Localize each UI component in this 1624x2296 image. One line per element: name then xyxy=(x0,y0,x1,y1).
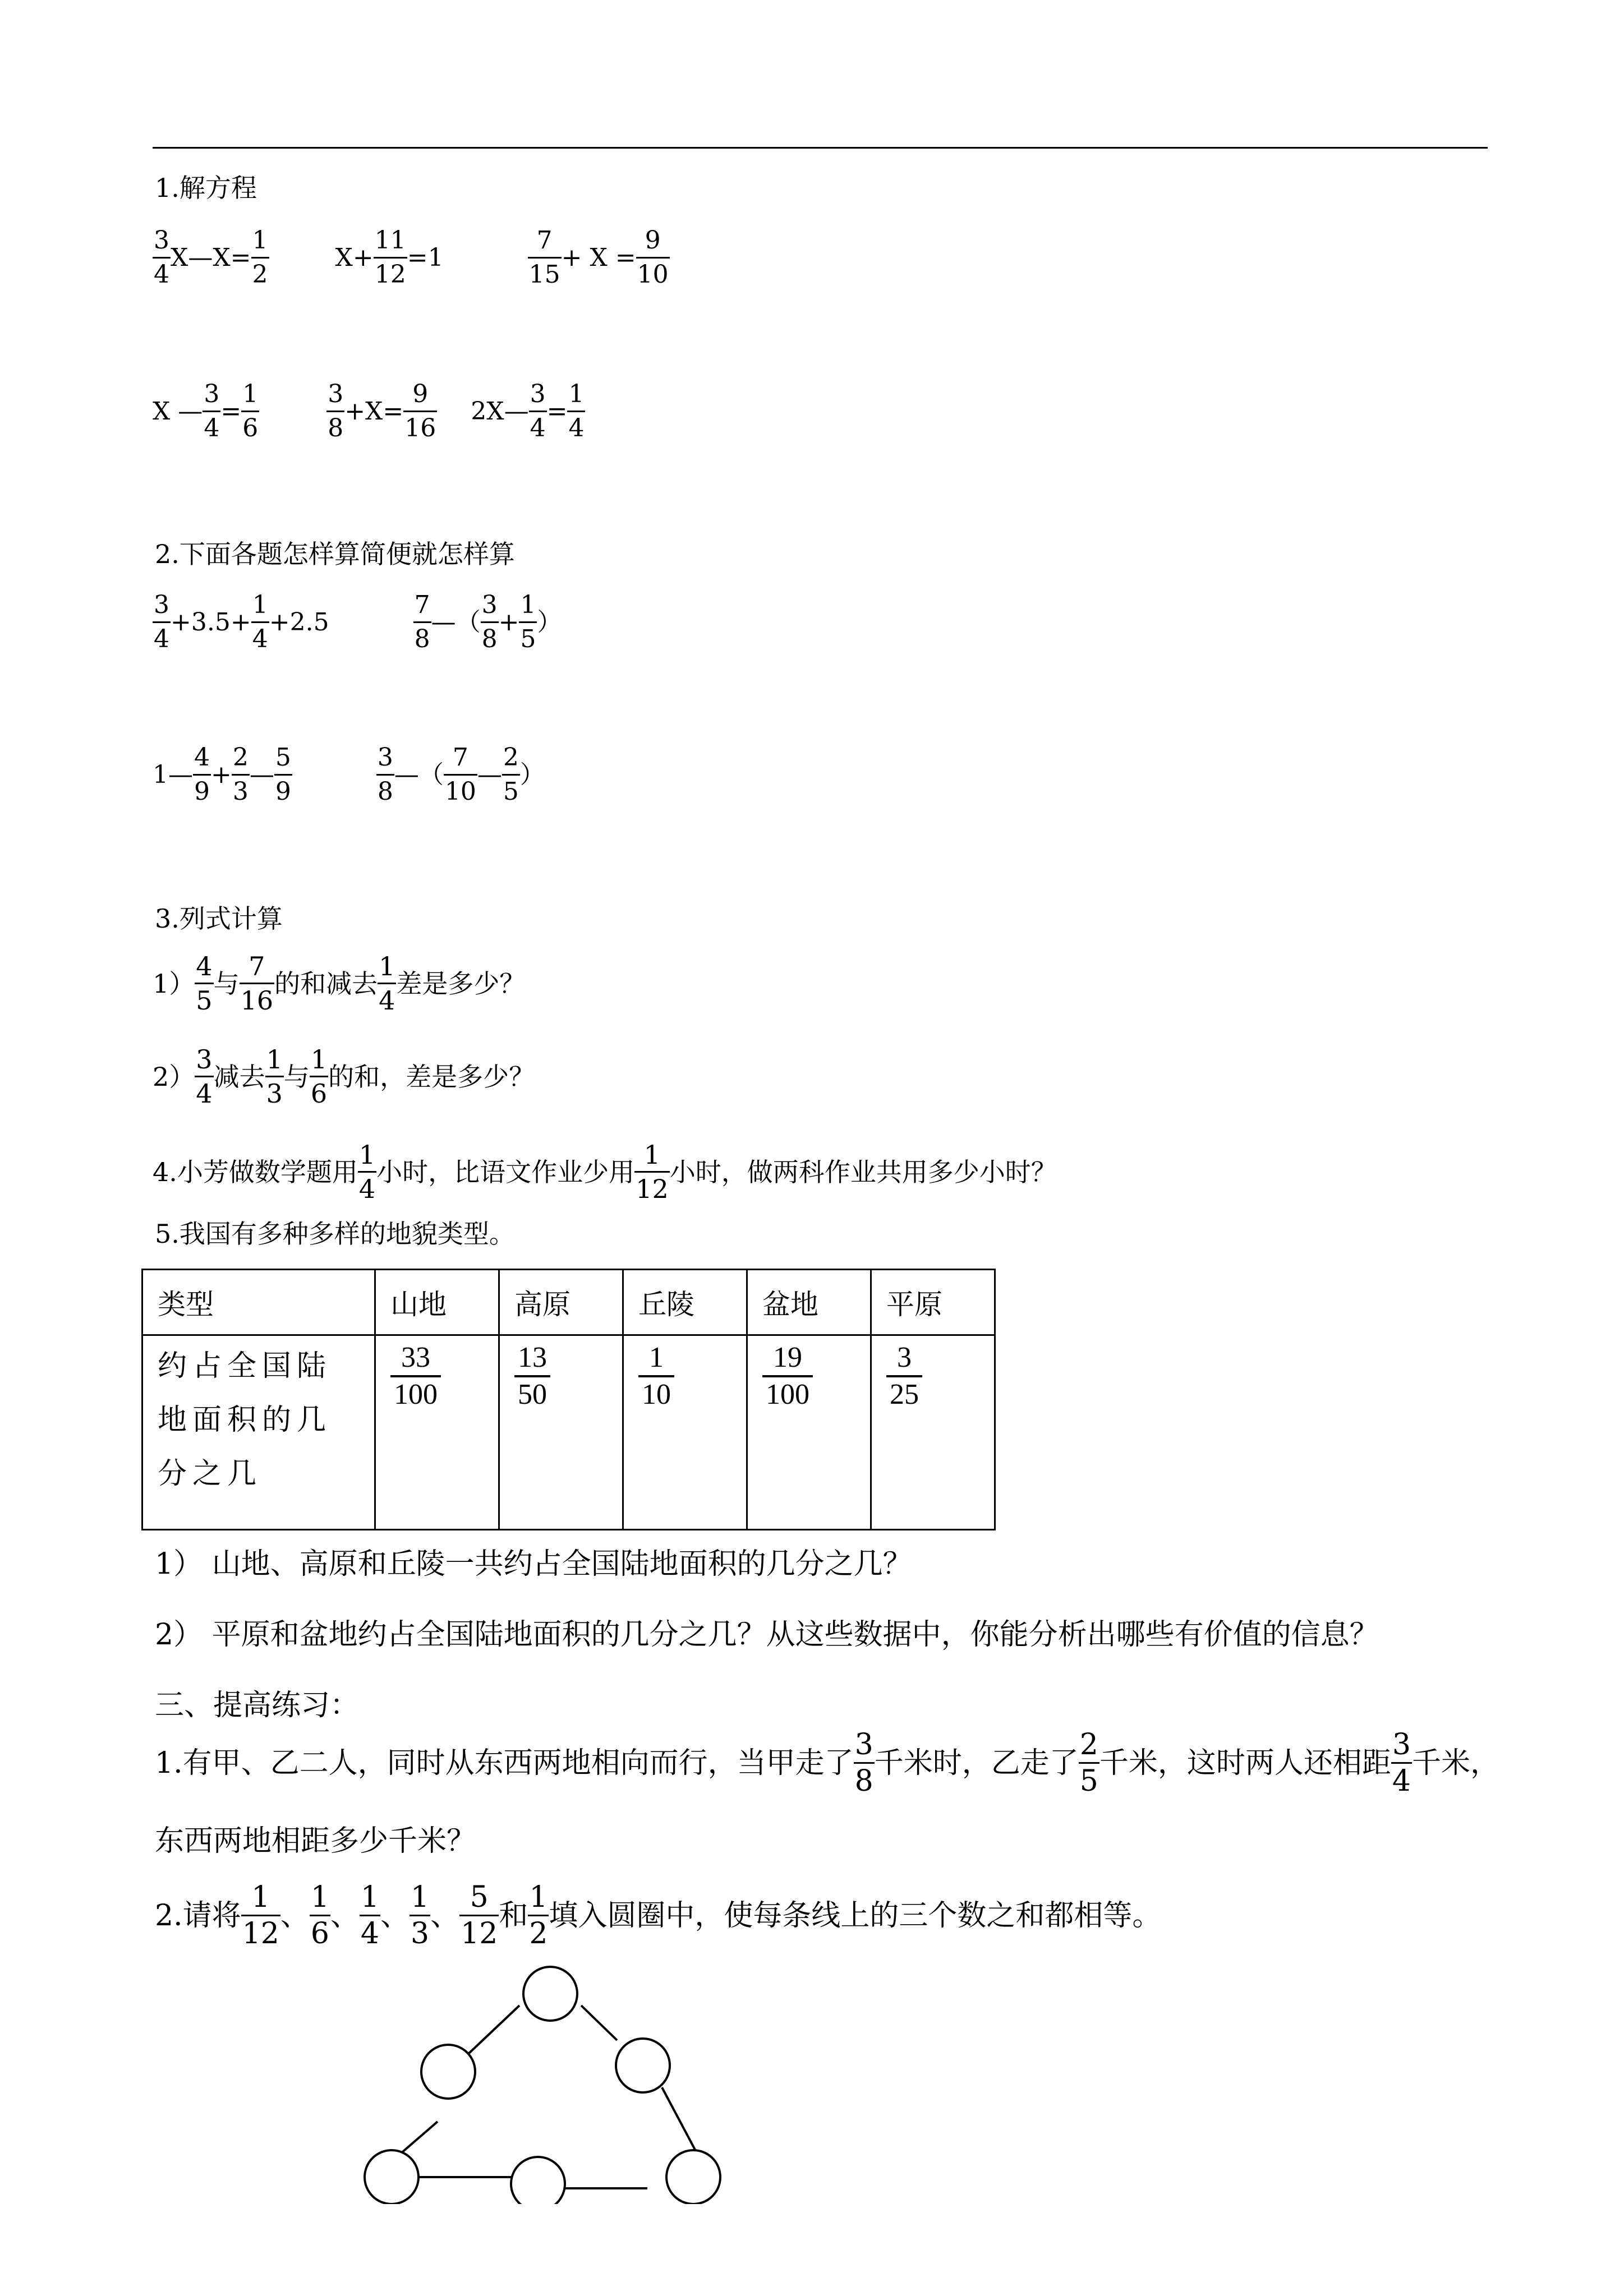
expression-text: ） xyxy=(519,760,545,789)
question-text: 差是多少？ xyxy=(396,968,526,999)
fraction: $\frac{1}{6}$ xyxy=(310,1044,328,1109)
equation-row-1 xyxy=(153,224,670,291)
separator: 、 xyxy=(430,1898,460,1933)
fraction: $\frac{3}{8}$ xyxy=(377,743,393,806)
equation-text: = xyxy=(220,397,242,426)
circle-triangle-diagram xyxy=(337,1963,729,2204)
section-2-title: 2.下面各题怎样算简便就怎样算 xyxy=(155,539,515,569)
question-number: 1） xyxy=(153,968,195,999)
table-header-cell: 平原 xyxy=(871,1270,995,1335)
table-header-cell: 丘陵 xyxy=(623,1270,747,1335)
fraction: $\frac{19}{100}$ xyxy=(762,1340,813,1412)
table-header-cell: 山地 xyxy=(375,1270,499,1335)
edge-line xyxy=(581,2005,617,2040)
table-header-cell: 高原 xyxy=(499,1270,623,1335)
table-row-label-cell xyxy=(142,1335,375,1530)
conjunction: 和 xyxy=(499,1898,528,1933)
blank-circle[interactable] xyxy=(523,1967,577,2021)
equation-text: + X = xyxy=(561,243,636,272)
fraction: $\frac{1}{4}$ xyxy=(568,380,585,442)
question-text: 减去 xyxy=(213,1061,265,1092)
fraction: $\frac{1}{12}$ xyxy=(636,1140,669,1204)
question-text: 与 xyxy=(283,1061,310,1092)
separator: 、 xyxy=(380,1898,410,1933)
fraction: $\frac{1}{3}$ xyxy=(266,1044,283,1109)
fraction: $\frac{1}{2}$ xyxy=(529,1880,548,1951)
fraction: $\frac{7}{8}$ xyxy=(414,591,430,653)
fraction: $\frac{2}{5}$ xyxy=(503,743,519,806)
equation-text: =1 xyxy=(407,243,444,272)
fraction: $\frac{9}{10}$ xyxy=(637,226,669,289)
problem-6-2 xyxy=(155,1880,1161,1951)
question-5-1: 1） 山地、高原和丘陵一共约占全国陆地面积的几分之几？ xyxy=(155,1547,912,1581)
table-cell xyxy=(623,1335,747,1530)
calc-row-1 xyxy=(153,589,562,656)
question-number: 2） xyxy=(153,1061,195,1092)
fraction: $\frac{1}{6}$ xyxy=(242,380,259,442)
question-text: 小时，比语文作业少用 xyxy=(376,1156,635,1187)
edge-line xyxy=(662,2087,696,2151)
fraction: $\frac{1}{4}$ xyxy=(379,951,395,1016)
blank-circle[interactable] xyxy=(421,2045,475,2099)
header-rule xyxy=(153,147,1488,149)
question-4 xyxy=(153,1138,1057,1205)
section-3-title: 3.列式计算 xyxy=(155,903,283,934)
expression-text: +2.5 xyxy=(269,607,329,637)
fraction: $\frac{3}{25}$ xyxy=(886,1340,922,1412)
expression-text: + xyxy=(211,760,232,789)
equation-row-2 xyxy=(153,378,585,445)
problem-text: 2.请将 xyxy=(155,1898,241,1933)
fraction: $\frac{7}{15}$ xyxy=(528,226,560,289)
fraction: $\frac{5}{9}$ xyxy=(275,743,291,806)
problem-text: 1.有甲、乙二人，同时从东西两地相向而行，当甲走了 xyxy=(155,1746,854,1780)
fraction: $\frac{1}{4}$ xyxy=(358,1140,376,1204)
expression-text: ） xyxy=(537,607,562,637)
expression-text: 1— xyxy=(153,760,193,789)
fraction: $\frac{3}{4}$ xyxy=(196,1044,213,1109)
equation-text: +X= xyxy=(344,397,404,426)
table-header-row xyxy=(142,1270,995,1335)
fraction: $\frac{3}{8}$ xyxy=(328,380,344,442)
fraction: $\frac{1}{10}$ xyxy=(638,1340,674,1412)
fraction: $\frac{1}{12}$ xyxy=(242,1880,279,1951)
fraction: $\frac{3}{4}$ xyxy=(1392,1728,1411,1798)
equation-text: X — xyxy=(153,397,203,426)
fraction: $\frac{3}{4}$ xyxy=(154,591,169,653)
fraction: $\frac{13}{50}$ xyxy=(514,1340,550,1412)
fraction: $\frac{2}{3}$ xyxy=(232,743,249,806)
problem-text: 千米时，乙走了 xyxy=(874,1746,1079,1780)
question-5-2: 2） 平原和盆地约占全国陆地面积的几分之几？从这些数据中，你能分析出哪些有价值的信息？ xyxy=(155,1618,1379,1652)
question-text: 的和，差是多少？ xyxy=(328,1061,535,1092)
table-cell xyxy=(375,1335,499,1530)
expression-text: + xyxy=(498,607,519,637)
problem-6-1 xyxy=(155,1727,1499,1799)
fraction: $\frac{4}{5}$ xyxy=(196,951,213,1016)
edge-line xyxy=(467,2005,519,2055)
fraction: $\frac{4}{9}$ xyxy=(194,743,210,806)
question-text: 与 xyxy=(213,968,240,999)
fraction: $\frac{3}{4}$ xyxy=(530,380,546,442)
section-1-title: 1.解方程 xyxy=(155,173,257,203)
blank-circle[interactable] xyxy=(365,2150,418,2204)
table-cell xyxy=(747,1335,871,1530)
table-cell xyxy=(499,1335,623,1530)
landform-table xyxy=(141,1269,996,1530)
expression-text: — xyxy=(477,760,502,789)
table-row xyxy=(142,1335,995,1530)
fraction: $\frac{7}{16}$ xyxy=(240,951,274,1016)
blank-circle[interactable] xyxy=(666,2150,720,2204)
question-text: 的和减去 xyxy=(274,968,378,999)
fraction: $\frac{3}{4}$ xyxy=(204,380,220,442)
fraction: $\frac{3}{8}$ xyxy=(854,1728,873,1798)
fraction: $\frac{2}{5}$ xyxy=(1079,1728,1098,1798)
fraction: $\frac{1}{6}$ xyxy=(310,1880,329,1951)
equation-text: 2X— xyxy=(471,397,529,426)
problem-6-1-line2: 东西两地相距多少千米？ xyxy=(155,1824,476,1858)
section-improve-title: 三、提高练习： xyxy=(155,1689,360,1722)
blank-circle[interactable] xyxy=(616,2039,670,2092)
fraction: $\frac{33}{100}$ xyxy=(390,1340,441,1412)
problem-text: 填入圆圈中，使每条线上的三个数之和都相等。 xyxy=(549,1898,1162,1933)
equation-text: = xyxy=(546,397,568,426)
expression-text: —（ xyxy=(431,607,481,637)
expression-text: — xyxy=(249,760,274,789)
equation-text: X+ xyxy=(335,243,374,272)
expression-text: +3.5+ xyxy=(171,607,251,637)
fraction: $\frac{7}{10}$ xyxy=(444,743,476,806)
fraction: $\frac{1}{4}$ xyxy=(252,591,268,653)
fraction: $\frac{1}{4}$ xyxy=(360,1880,380,1951)
problem-text: 千米，这时两人还相距 xyxy=(1099,1746,1391,1780)
fraction: $\frac{1}{3}$ xyxy=(411,1880,430,1951)
blank-circle[interactable] xyxy=(511,2157,565,2204)
fraction: $\frac{5}{12}$ xyxy=(461,1880,498,1951)
question-text: 4.小芳做数学题用 xyxy=(153,1156,358,1187)
separator: 、 xyxy=(330,1898,360,1933)
question-3-2 xyxy=(153,1043,535,1110)
question-text: 小时，做两科作业共用多少小时？ xyxy=(669,1156,1057,1187)
question-3-1 xyxy=(153,950,525,1017)
fraction: $\frac{11}{12}$ xyxy=(374,226,406,289)
section-5-title: 5.我国有多种多样的地貌类型。 xyxy=(155,1219,515,1249)
fraction: $\frac{1}{2}$ xyxy=(252,226,268,289)
table-cell xyxy=(871,1335,995,1530)
calc-row-2 xyxy=(153,741,545,808)
fraction: $\frac{1}{5}$ xyxy=(520,591,536,653)
fraction: $\frac{3}{8}$ xyxy=(481,591,498,653)
table-header-cell: 类型 xyxy=(142,1270,375,1335)
separator: 、 xyxy=(280,1898,310,1933)
fraction: $\frac{3}{4}$ xyxy=(154,226,169,289)
equation-text: X—X= xyxy=(171,243,251,272)
table-header-cell: 盆地 xyxy=(747,1270,871,1335)
problem-text: 千米， xyxy=(1411,1746,1499,1780)
fraction: $\frac{9}{16}$ xyxy=(404,380,436,442)
row-label: 约占全国陆地面积的几分之几 xyxy=(158,1349,332,1491)
expression-text: —（ xyxy=(394,760,444,789)
